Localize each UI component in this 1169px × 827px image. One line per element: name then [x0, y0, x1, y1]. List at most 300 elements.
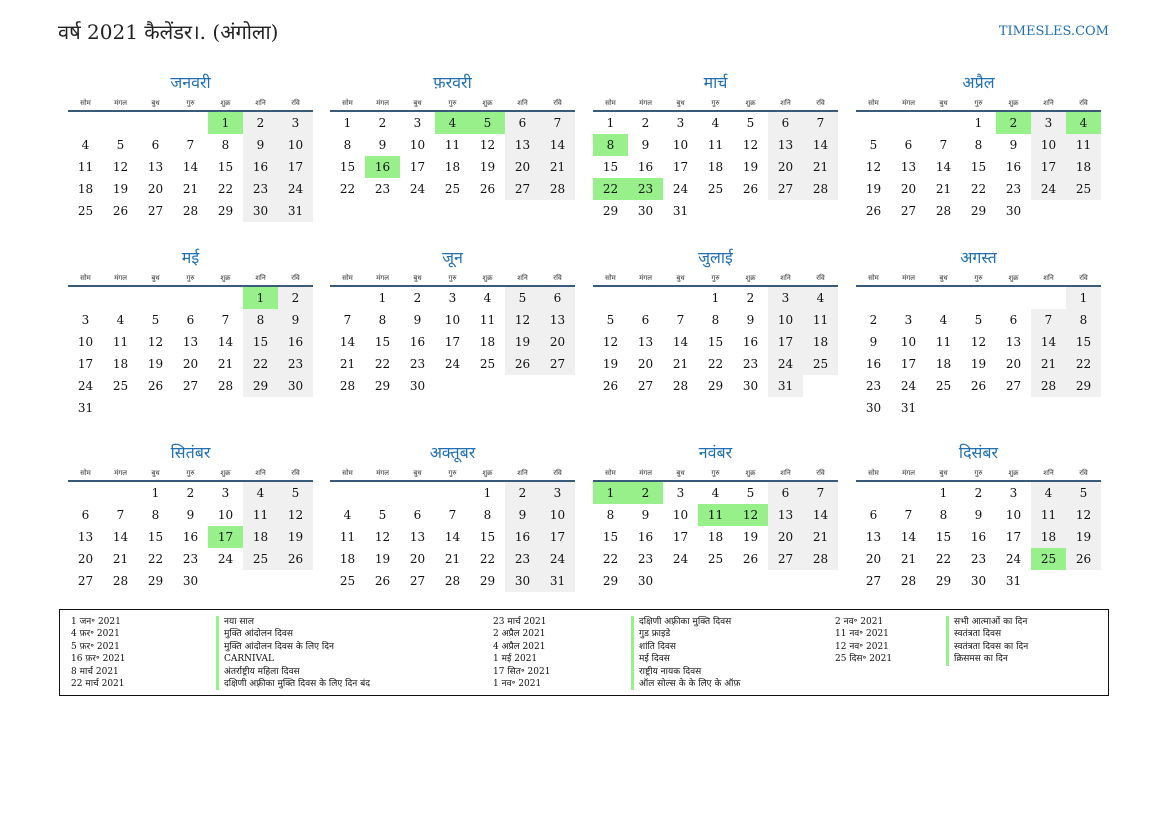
- empty-cell: [663, 570, 698, 592]
- day-cell: 27: [637, 379, 654, 393]
- day-cell: 11: [1031, 504, 1066, 526]
- day-cell: 23: [505, 548, 540, 570]
- week-row: [593, 287, 838, 309]
- day-cell: 4: [343, 508, 352, 522]
- week-row: [856, 570, 1101, 592]
- day-cell: 30: [865, 401, 882, 415]
- empty-cell: [733, 200, 768, 222]
- day-cell: 18: [479, 335, 496, 349]
- weekday-label: शनि: [517, 469, 528, 477]
- day-cell: 9: [869, 335, 878, 349]
- day-cell: 21: [803, 526, 838, 548]
- day-cell: 31: [900, 401, 917, 415]
- week-row: [330, 178, 575, 200]
- weekday-label: मंगल: [902, 469, 915, 477]
- day-cell: 25: [1031, 548, 1066, 570]
- month-3: [856, 72, 1101, 222]
- week-row: [68, 331, 313, 353]
- week-row: [593, 112, 838, 134]
- empty-cell: [103, 112, 138, 134]
- day-cell: 11: [1066, 134, 1101, 156]
- empty-cell: [540, 375, 575, 397]
- day-cell: 16: [365, 156, 400, 178]
- empty-cell: [891, 112, 926, 134]
- day-cell: 2: [746, 291, 755, 305]
- day-cell: 25: [112, 379, 129, 393]
- legend-date: 2 अप्रैल 2021: [493, 629, 546, 640]
- day-cell: 31: [768, 375, 803, 397]
- day-cell: 26: [112, 204, 129, 218]
- day-cell: 22: [1066, 353, 1101, 375]
- empty-cell: [768, 200, 803, 222]
- brand-link[interactable]: TIMESLES.COM: [998, 24, 1109, 39]
- day-cell: 23: [865, 379, 882, 393]
- day-cell: 17: [1031, 156, 1066, 178]
- day-cell: 15: [1066, 331, 1101, 353]
- day-cell: 24: [77, 379, 94, 393]
- day-cell: 30: [637, 204, 654, 218]
- day-cell: 13: [540, 309, 575, 331]
- day-cell: 15: [479, 530, 496, 544]
- empty-cell: [1066, 200, 1101, 222]
- weekday-label: रवि: [291, 274, 300, 282]
- day-cell: 30: [1005, 204, 1022, 218]
- week-row: [856, 134, 1101, 156]
- weekday-header: [593, 96, 838, 112]
- day-cell: 9: [974, 508, 983, 522]
- day-cell: 21: [1031, 353, 1066, 375]
- day-cell: 20: [147, 182, 164, 196]
- week-row: [856, 548, 1101, 570]
- day-cell: 7: [448, 508, 457, 522]
- day-cell: 28: [112, 574, 129, 588]
- day-cell: 10: [672, 138, 689, 152]
- day-cell: 19: [742, 530, 759, 544]
- day-cell: 1: [974, 116, 983, 130]
- day-cell: 4: [711, 486, 720, 500]
- day-cell: 22: [970, 182, 987, 196]
- day-cell: 16: [278, 331, 313, 353]
- day-cell: 17: [409, 160, 426, 174]
- weekday-label: रवि: [816, 274, 825, 282]
- day-cell: 28: [540, 178, 575, 200]
- day-cell: 13: [147, 160, 164, 174]
- weekday-label: रवि: [816, 99, 825, 107]
- day-cell: 22: [593, 178, 628, 200]
- day-cell: 1: [151, 486, 160, 500]
- day-cell: 12: [970, 335, 987, 349]
- weekday-label: गुरु: [448, 274, 457, 282]
- day-cell: 12: [479, 138, 496, 152]
- weekday-label: सोम: [868, 469, 879, 477]
- day-cell: 20: [77, 552, 94, 566]
- weekday-label: बुध: [413, 469, 422, 477]
- day-cell: 13: [768, 134, 803, 156]
- week-row: [330, 353, 575, 375]
- empty-cell: [1066, 397, 1101, 419]
- empty-cell: [803, 570, 838, 592]
- empty-cell: [926, 397, 961, 419]
- weekday-label: शुक्र: [482, 469, 493, 477]
- legend-holiday-name: क्रिसमस का दिन: [954, 654, 1008, 665]
- day-cell: 22: [217, 182, 234, 196]
- legend-names: [216, 616, 370, 690]
- week-row: [68, 548, 313, 570]
- day-cell: 14: [182, 160, 199, 174]
- day-cell: 16: [182, 530, 199, 544]
- day-cell: 14: [935, 160, 952, 174]
- weekday-label: बुध: [413, 99, 422, 107]
- legend-holiday-name: CARNIVAL: [224, 654, 274, 665]
- month-11: [856, 442, 1101, 592]
- day-cell: 19: [374, 552, 391, 566]
- day-cell: 20: [1005, 357, 1022, 371]
- week-row: [593, 504, 838, 526]
- day-cell: 27: [77, 574, 94, 588]
- day-cell: 27: [768, 548, 803, 570]
- day-cell: 25: [339, 574, 356, 588]
- legend-date: 17 सित॰ 2021: [493, 666, 551, 677]
- empty-cell: [435, 482, 470, 504]
- week-row: [856, 375, 1101, 397]
- empty-cell: [663, 287, 698, 309]
- weekday-label: शुक्र: [745, 274, 756, 282]
- day-cell: 1: [243, 287, 278, 309]
- weekday-label: शनि: [780, 99, 791, 107]
- weekday-label: शनि: [517, 99, 528, 107]
- day-cell: 2: [628, 482, 663, 504]
- empty-cell: [856, 112, 891, 134]
- day-cell: 6: [641, 313, 650, 327]
- day-cell: 5: [869, 138, 878, 152]
- day-cell: 13: [637, 335, 654, 349]
- weekday-header: [856, 271, 1101, 287]
- day-cell: 7: [1031, 309, 1066, 331]
- day-cell: 28: [182, 204, 199, 218]
- weekday-label: सोम: [80, 99, 91, 107]
- legend-holiday-name: शांति दिवस: [639, 641, 676, 652]
- day-cell: 2: [505, 482, 540, 504]
- weekday-label: बुध: [151, 469, 160, 477]
- day-cell: 9: [641, 138, 650, 152]
- empty-cell: [1066, 570, 1101, 592]
- day-cell: 25: [77, 204, 94, 218]
- day-cell: 7: [343, 313, 352, 327]
- day-cell: 28: [1031, 375, 1066, 397]
- day-cell: 10: [409, 138, 426, 152]
- day-cell: 1: [939, 486, 948, 500]
- day-cell: 17: [278, 156, 313, 178]
- week-row: [593, 570, 838, 592]
- week-row: [593, 309, 838, 331]
- day-cell: 10: [77, 335, 94, 349]
- week-row: [68, 526, 313, 548]
- weekday-label: सोम: [80, 274, 91, 282]
- weekday-label: मंगल: [376, 274, 389, 282]
- weekday-label: शनि: [1043, 274, 1054, 282]
- week-row: [593, 178, 838, 200]
- week-row: [856, 526, 1101, 548]
- day-cell: 23: [637, 552, 654, 566]
- empty-cell: [138, 112, 173, 134]
- week-row: [330, 504, 575, 526]
- day-cell: 4: [435, 112, 470, 134]
- day-cell: 8: [151, 508, 160, 522]
- day-cell: 29: [374, 379, 391, 393]
- day-cell: 18: [1031, 526, 1066, 548]
- day-cell: 3: [676, 116, 685, 130]
- month-name: अक्तूबर: [429, 443, 476, 462]
- weekday-label: मंगल: [902, 274, 915, 282]
- week-row: [593, 200, 838, 222]
- day-cell: 27: [147, 204, 164, 218]
- weekday-label: रवि: [1079, 274, 1088, 282]
- day-cell: 4: [939, 313, 948, 327]
- week-row: [593, 331, 838, 353]
- week-row: [330, 375, 575, 397]
- week-row: [593, 134, 838, 156]
- weekday-label: शनि: [255, 99, 266, 107]
- day-cell: 7: [221, 313, 230, 327]
- day-cell: 4: [116, 313, 125, 327]
- day-cell: 16: [505, 526, 540, 548]
- day-cell: 12: [865, 160, 882, 174]
- day-cell: 17: [77, 357, 94, 371]
- day-cell: 2: [278, 287, 313, 309]
- weekday-label: रवि: [291, 469, 300, 477]
- day-cell: 7: [803, 482, 838, 504]
- day-cell: 5: [505, 287, 540, 309]
- week-row: [856, 156, 1101, 178]
- day-cell: 31: [278, 200, 313, 222]
- week-row: [330, 331, 575, 353]
- day-cell: 5: [746, 116, 755, 130]
- day-cell: 26: [374, 574, 391, 588]
- empty-cell: [103, 287, 138, 309]
- weekday-label: बुध: [939, 274, 948, 282]
- day-cell: 1: [343, 116, 352, 130]
- weekday-label: बुध: [676, 469, 685, 477]
- legend-names: [946, 616, 1028, 666]
- day-cell: 22: [374, 357, 391, 371]
- day-cell: 8: [378, 313, 387, 327]
- weekday-label: मंगल: [114, 274, 127, 282]
- week-row: [593, 526, 838, 548]
- week-row: [593, 353, 838, 375]
- day-cell: 27: [900, 204, 917, 218]
- empty-cell: [733, 570, 768, 592]
- empty-cell: [803, 375, 838, 397]
- weekday-header: [330, 466, 575, 482]
- day-cell: 23: [374, 182, 391, 196]
- weekday-label: बुध: [676, 274, 685, 282]
- day-cell: 24: [672, 552, 689, 566]
- weekday-label: रवि: [1079, 99, 1088, 107]
- day-cell: 25: [1066, 178, 1101, 200]
- day-cell: 7: [540, 112, 575, 134]
- day-cell: 3: [413, 116, 422, 130]
- weekday-header: [593, 466, 838, 482]
- day-cell: 25: [444, 182, 461, 196]
- empty-cell: [891, 287, 926, 309]
- day-cell: 26: [505, 353, 540, 375]
- day-cell: 2: [974, 486, 983, 500]
- legend-names: [631, 616, 740, 690]
- day-cell: 29: [243, 375, 278, 397]
- month-6: [593, 247, 838, 397]
- month-9: [330, 442, 575, 592]
- weekday-label: सोम: [80, 469, 91, 477]
- day-cell: 2: [996, 112, 1031, 134]
- day-cell: 21: [803, 156, 838, 178]
- day-cell: 26: [602, 379, 619, 393]
- day-cell: 8: [939, 508, 948, 522]
- month-0: [68, 72, 313, 222]
- day-cell: 21: [900, 552, 917, 566]
- day-cell: 17: [540, 526, 575, 548]
- day-cell: 6: [81, 508, 90, 522]
- empty-cell: [208, 570, 243, 592]
- day-cell: 28: [217, 379, 234, 393]
- day-cell: 3: [448, 291, 457, 305]
- day-cell: 20: [409, 552, 426, 566]
- legend-dates: [493, 616, 550, 690]
- day-cell: 30: [637, 574, 654, 588]
- day-cell: 23: [278, 353, 313, 375]
- month-name: दिसंबर: [958, 443, 999, 462]
- day-cell: 31: [1005, 574, 1022, 588]
- empty-cell: [365, 482, 400, 504]
- day-cell: 21: [112, 552, 129, 566]
- day-cell: 5: [378, 508, 387, 522]
- day-cell: 16: [243, 156, 278, 178]
- legend-holiday-name: नया साल: [224, 617, 254, 627]
- week-row: [68, 200, 313, 222]
- day-cell: 15: [935, 530, 952, 544]
- legend-dates: [71, 616, 126, 690]
- day-cell: 25: [707, 182, 724, 196]
- weekday-label: सोम: [868, 99, 879, 107]
- week-row: [593, 548, 838, 570]
- week-row: [330, 526, 575, 548]
- weekday-label: मंगल: [376, 99, 389, 107]
- day-cell: 20: [768, 526, 803, 548]
- day-cell: 5: [974, 313, 983, 327]
- day-cell: 8: [711, 313, 720, 327]
- week-row: [330, 156, 575, 178]
- day-cell: 15: [147, 530, 164, 544]
- week-row: [856, 482, 1101, 504]
- day-cell: 16: [637, 160, 654, 174]
- day-cell: 4: [243, 482, 278, 504]
- day-cell: 24: [217, 552, 234, 566]
- weekday-header: [68, 271, 313, 287]
- day-cell: 8: [606, 508, 615, 522]
- day-cell: 10: [900, 335, 917, 349]
- day-cell: 2: [869, 313, 878, 327]
- day-cell: 30: [278, 375, 313, 397]
- day-cell: 6: [768, 112, 803, 134]
- weekday-label: बुध: [939, 99, 948, 107]
- empty-cell: [208, 287, 243, 309]
- week-row: [330, 134, 575, 156]
- day-cell: 18: [243, 526, 278, 548]
- week-row: [856, 112, 1101, 134]
- day-cell: 3: [768, 287, 803, 309]
- day-cell: 7: [803, 112, 838, 134]
- day-cell: 6: [768, 482, 803, 504]
- day-cell: 3: [1031, 112, 1066, 134]
- day-cell: 12: [278, 504, 313, 526]
- empty-cell: [173, 397, 208, 419]
- day-cell: 20: [505, 156, 540, 178]
- week-row: [856, 504, 1101, 526]
- day-cell: 20: [900, 182, 917, 196]
- day-cell: 12: [147, 335, 164, 349]
- empty-cell: [856, 482, 891, 504]
- day-cell: 3: [278, 112, 313, 134]
- legend-date: 22 मार्च 2021: [71, 678, 125, 689]
- month-name: जून: [442, 248, 463, 267]
- day-cell: 22: [707, 357, 724, 371]
- day-cell: 18: [444, 160, 461, 174]
- day-cell: 11: [479, 313, 496, 327]
- day-cell: 18: [112, 357, 129, 371]
- day-cell: 28: [444, 574, 461, 588]
- weekday-label: शुक्र: [220, 274, 231, 282]
- day-cell: 18: [77, 182, 94, 196]
- day-cell: 13: [1005, 335, 1022, 349]
- day-cell: 14: [900, 530, 917, 544]
- day-cell: 10: [1031, 134, 1066, 156]
- day-cell: 1: [208, 112, 243, 134]
- weekday-label: शुक्र: [1008, 99, 1019, 107]
- empty-cell: [593, 287, 628, 309]
- empty-cell: [68, 287, 103, 309]
- day-cell: 10: [444, 313, 461, 327]
- day-cell: 24: [540, 548, 575, 570]
- day-cell: 28: [803, 178, 838, 200]
- day-cell: 18: [803, 331, 838, 353]
- empty-cell: [768, 570, 803, 592]
- day-cell: 19: [479, 160, 496, 174]
- day-cell: 20: [768, 156, 803, 178]
- empty-cell: [926, 287, 961, 309]
- day-cell: 31: [672, 204, 689, 218]
- day-cell: 11: [77, 160, 94, 174]
- day-cell: 4: [711, 116, 720, 130]
- weekday-header: [856, 96, 1101, 112]
- weekday-header: [593, 271, 838, 287]
- day-cell: 16: [409, 335, 426, 349]
- day-cell: 4: [803, 287, 838, 309]
- weekday-label: गुरु: [186, 99, 195, 107]
- empty-cell: [961, 397, 996, 419]
- day-cell: 5: [1066, 482, 1101, 504]
- empty-cell: [138, 397, 173, 419]
- day-cell: 26: [479, 182, 496, 196]
- day-cell: 4: [81, 138, 90, 152]
- day-cell: 15: [374, 335, 391, 349]
- day-cell: 28: [672, 379, 689, 393]
- day-cell: 10: [278, 134, 313, 156]
- legend-date: 4 फ़र॰ 2021: [71, 629, 120, 640]
- day-cell: 30: [409, 379, 426, 393]
- empty-cell: [68, 112, 103, 134]
- weekday-label: शनि: [255, 274, 266, 282]
- day-cell: 30: [182, 574, 199, 588]
- day-cell: 27: [182, 379, 199, 393]
